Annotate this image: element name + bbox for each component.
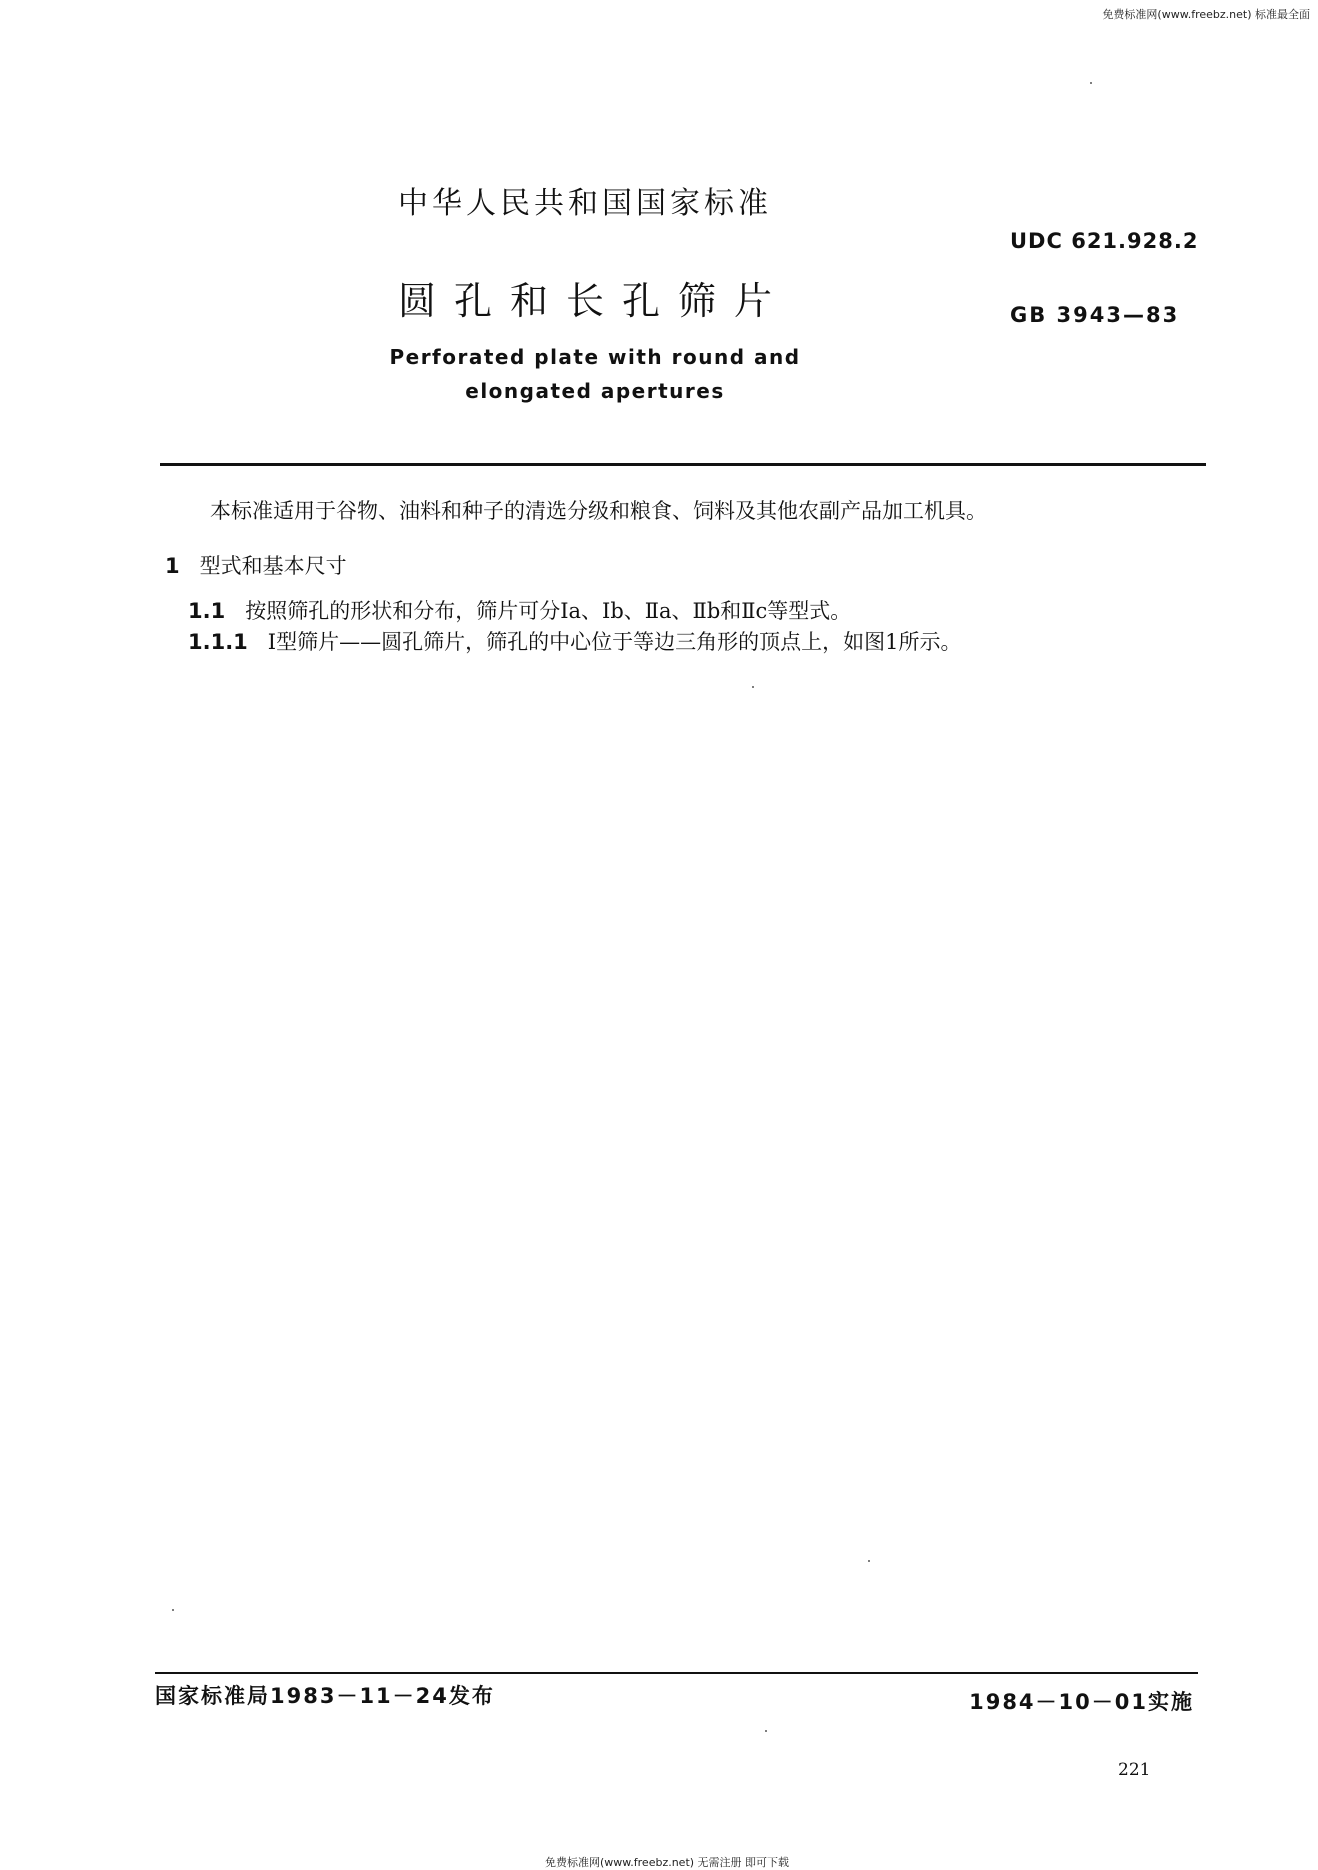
section-1-number: 1 xyxy=(165,554,180,578)
top-banner: 免费标准网(www.freebz.net) 标准最全面 xyxy=(1102,8,1310,21)
udc-code: UDC 621.928.2 xyxy=(1010,229,1199,253)
scan-speck xyxy=(868,1560,870,1562)
section-1-1-number: 1.1 xyxy=(188,599,226,623)
standard-name: 中华人民共和国国家标准 xyxy=(398,186,772,221)
issue-date: 国家标准局1983－11－24发布 xyxy=(155,1684,495,1708)
scan-speck xyxy=(752,686,754,688)
section-1-1-text: 按照筛孔的形状和分布，筛片可分Ⅰa、Ⅰb、Ⅱa、Ⅱb和Ⅱc等型式。 xyxy=(245,599,852,623)
section-1-heading xyxy=(165,550,347,580)
intro-paragraph: 本标准适用于谷物、油料和种子的清选分级和粮食、饲料及其他农副产品加工机具。 xyxy=(210,499,987,523)
gb-code: GB 3943—83 xyxy=(1010,303,1180,327)
scan-speck xyxy=(172,1609,174,1611)
footer-rule xyxy=(155,1672,1198,1674)
section-1-1-1-number: 1.1.1 xyxy=(188,630,248,654)
header-rule xyxy=(160,463,1206,466)
page-number: 221 xyxy=(1118,1760,1151,1780)
section-1-1 xyxy=(188,595,851,625)
section-1-1-1 xyxy=(188,626,961,656)
document-title-cn: 圆孔和长孔筛片 xyxy=(398,279,791,323)
document-title-en xyxy=(375,340,815,408)
section-1-title: 型式和基本尺寸 xyxy=(199,554,347,578)
bottom-banner: 免费标准网(www.freebz.net) 无需注册 即可下载 xyxy=(545,1856,790,1869)
effective-date: 1984－10－01实施 xyxy=(969,1690,1194,1714)
section-1-1-1-text: Ⅰ型筛片——圆孔筛片，筛孔的中心位于等边三角形的顶点上，如图1所示。 xyxy=(267,630,962,654)
title-en-line1: Perforated plate with round and xyxy=(389,345,801,369)
scan-speck xyxy=(1090,82,1092,84)
scan-speck xyxy=(765,1730,767,1732)
title-en-line2: elongated apertures xyxy=(465,379,725,403)
